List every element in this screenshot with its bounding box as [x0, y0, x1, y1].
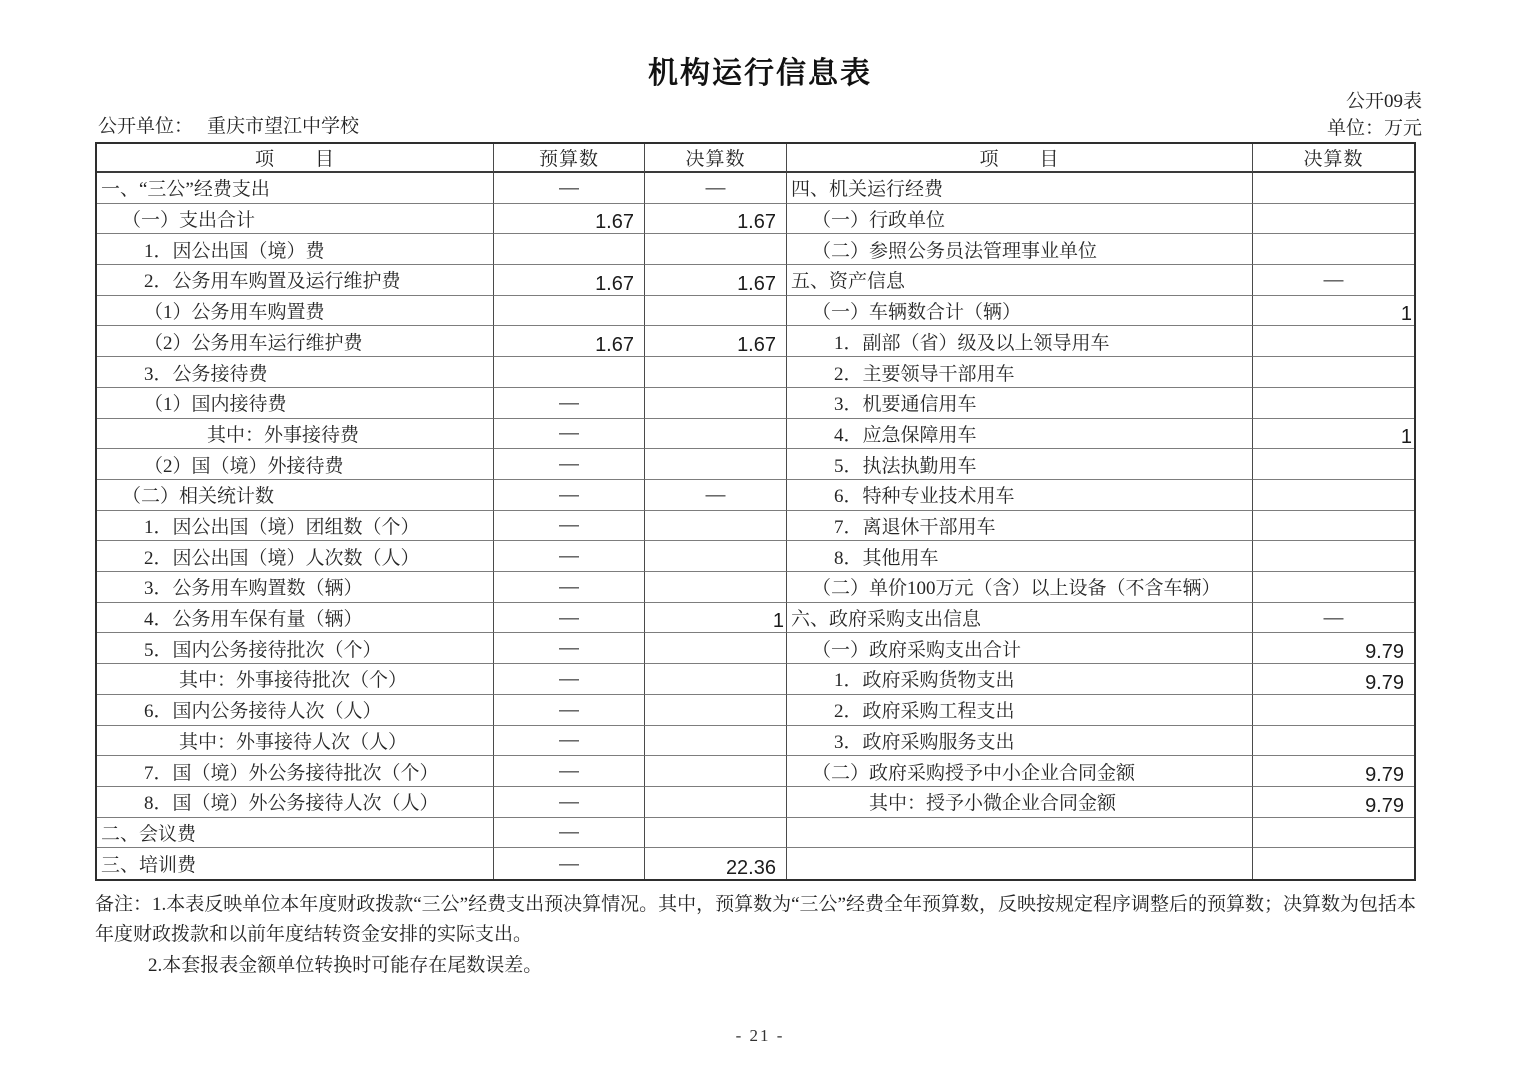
- item-cell-left: （一）支出合计: [97, 204, 494, 235]
- item-cell-right: 五、资产信息: [787, 265, 1253, 296]
- meta-right: [1327, 88, 1422, 142]
- budget-value-cell: —: [494, 603, 645, 634]
- col-header-budget: 预算数: [494, 144, 645, 173]
- item-cell-right: 2．主要领导干部用车: [787, 357, 1253, 388]
- budget-value-cell: 1.67: [494, 204, 645, 235]
- final-value-cell-left: [645, 633, 787, 664]
- final-value-cell-right: [1253, 234, 1414, 265]
- final-value-cell-right: [1253, 695, 1414, 726]
- final-value-cell-left: [645, 787, 787, 818]
- final-value-cell-right: [1253, 326, 1414, 357]
- final-value-cell-right: —: [1253, 265, 1414, 296]
- budget-value-cell: —: [494, 633, 645, 664]
- final-value-cell-right: [1253, 511, 1414, 542]
- final-value-cell-left: —: [645, 480, 787, 511]
- final-value-cell-right: 1: [1253, 419, 1414, 450]
- info-table: [95, 142, 1416, 881]
- budget-value-cell: 1.67: [494, 265, 645, 296]
- final-value-cell-right: 9.79: [1253, 787, 1414, 818]
- item-cell-left: 其中：外事接待批次（个）: [97, 664, 494, 695]
- page-number: - 21 -: [735, 1026, 785, 1045]
- final-value-cell-left: [645, 756, 787, 787]
- item-cell-right: （一）行政单位: [787, 204, 1253, 235]
- budget-value-cell: —: [494, 511, 645, 542]
- item-cell-left: 2．公务用车购置及运行维护费: [97, 265, 494, 296]
- final-value-cell-right: 1: [1253, 296, 1414, 327]
- budget-value-cell: —: [494, 695, 645, 726]
- final-value-cell-right: [1253, 357, 1414, 388]
- item-cell-right: （二）政府采购授予中小企业合同金额: [787, 756, 1253, 787]
- item-cell-left: 二、会议费: [97, 818, 494, 849]
- final-value-cell-left: [645, 695, 787, 726]
- item-cell-left: （2）公务用车运行维护费: [97, 326, 494, 357]
- budget-value-cell: —: [494, 572, 645, 603]
- final-value-cell-left: —: [645, 173, 787, 204]
- item-cell-right: （二）参照公务员法管理事业单位: [787, 234, 1253, 265]
- budget-value-cell: —: [494, 480, 645, 511]
- item-cell-left: 其中：外事接待费: [97, 419, 494, 450]
- item-cell-right: （一）政府采购支出合计: [787, 633, 1253, 664]
- col-header-final-right: 决算数: [1253, 144, 1414, 173]
- org-line: [98, 113, 359, 140]
- budget-value-cell: —: [494, 756, 645, 787]
- budget-value-cell: —: [494, 787, 645, 818]
- col-header-final-left: 决算数: [645, 144, 787, 173]
- item-cell-right: 6．特种专业技术用车: [787, 480, 1253, 511]
- budget-value-cell: —: [494, 541, 645, 572]
- final-value-cell-right: [1253, 388, 1414, 419]
- col-header-item-left: 项 目: [97, 144, 494, 173]
- item-cell-right: [787, 848, 1253, 879]
- final-value-cell-left: [645, 357, 787, 388]
- final-value-cell-right: —: [1253, 603, 1414, 634]
- item-cell-left: （1）国内接待费: [97, 388, 494, 419]
- budget-value-cell: —: [494, 173, 645, 204]
- final-value-cell-left: [645, 572, 787, 603]
- budget-value-cell: [494, 234, 645, 265]
- item-cell-left: 3．公务接待费: [97, 357, 494, 388]
- final-value-cell-left: [645, 234, 787, 265]
- final-value-cell-left: 1: [645, 603, 787, 634]
- org-label: 公开单位：: [98, 116, 194, 137]
- item-cell-right: （二）单价100万元（含）以上设备（不含车辆）: [787, 572, 1253, 603]
- item-cell-left: 其中：外事接待人次（人）: [97, 726, 494, 757]
- budget-value-cell: [494, 296, 645, 327]
- budget-value-cell: —: [494, 726, 645, 757]
- item-cell-left: （2）国（境）外接待费: [97, 449, 494, 480]
- item-cell-left: 1．因公出国（境）费: [97, 234, 494, 265]
- final-value-cell-right: [1253, 173, 1414, 204]
- budget-value-cell: —: [494, 664, 645, 695]
- notes: [95, 890, 1427, 981]
- final-value-cell-right: [1253, 818, 1414, 849]
- budget-value-cell: —: [494, 449, 645, 480]
- page-title: 机构运行信息表: [648, 57, 872, 90]
- final-value-cell-right: 9.79: [1253, 756, 1414, 787]
- item-cell-right: 8．其他用车: [787, 541, 1253, 572]
- budget-value-cell: —: [494, 848, 645, 879]
- item-cell-left: 3．公务用车购置数（辆）: [97, 572, 494, 603]
- note-1: 备注：1.本表反映单位本年度财政拨款“三公”经费支出预决算情况。其中，预算数为“三公”经费全年预算数，反映按规定程序调整后的预算数；决算数为包括本年度财政拨款和以前年度结转资金安排的实际支出。: [95, 894, 1416, 945]
- final-value-cell-left: [645, 726, 787, 757]
- final-value-cell-right: [1253, 480, 1414, 511]
- final-value-cell-left: [645, 296, 787, 327]
- final-value-cell-left: 22.36: [645, 848, 787, 879]
- item-cell-left: 8．国（境）外公务接待人次（人）: [97, 787, 494, 818]
- budget-value-cell: —: [494, 818, 645, 849]
- unit-label: 单位：万元: [1326, 118, 1422, 139]
- item-cell-left: 7．国（境）外公务接待批次（个）: [97, 756, 494, 787]
- final-value-cell-left: [645, 541, 787, 572]
- final-value-cell-right: [1253, 449, 1414, 480]
- item-cell-left: （二）相关统计数: [97, 480, 494, 511]
- item-cell-right: 4．应急保障用车: [787, 419, 1253, 450]
- item-cell-left: 1．因公出国（境）团组数（个）: [97, 511, 494, 542]
- budget-value-cell: 1.67: [494, 326, 645, 357]
- final-value-cell-right: [1253, 572, 1414, 603]
- final-value-cell-left: [645, 664, 787, 695]
- item-cell-left: 4．公务用车保有量（辆）: [97, 603, 494, 634]
- item-cell-left: 三、培训费: [97, 848, 494, 879]
- item-cell-right: 其中：授予小微企业合同金额: [787, 787, 1253, 818]
- col-header-item-right: 项 目: [787, 144, 1253, 173]
- budget-value-cell: [494, 357, 645, 388]
- table-code: 公开09表: [1345, 91, 1422, 112]
- item-cell-left: （1）公务用车购置费: [97, 296, 494, 327]
- item-cell-right: 四、机关运行经费: [787, 173, 1253, 204]
- note-2: 2.本套报表金额单位转换时可能存在尾数误差。: [148, 955, 543, 976]
- item-cell-right: 1．政府采购货物支出: [787, 664, 1253, 695]
- final-value-cell-left: [645, 511, 787, 542]
- item-cell-left: 5．国内公务接待批次（个）: [97, 633, 494, 664]
- item-cell-left: 2．因公出国（境）人次数（人）: [97, 541, 494, 572]
- item-cell-left: 一、“三公”经费支出: [97, 173, 494, 204]
- budget-value-cell: —: [494, 388, 645, 419]
- final-value-cell-left: 1.67: [645, 204, 787, 235]
- item-cell-right: 3．机要通信用车: [787, 388, 1253, 419]
- final-value-cell-left: 1.67: [645, 326, 787, 357]
- final-value-cell-right: [1253, 204, 1414, 235]
- final-value-cell-left: [645, 818, 787, 849]
- item-cell-right: 六、政府采购支出信息: [787, 603, 1253, 634]
- item-cell-left: 6．国内公务接待人次（人）: [97, 695, 494, 726]
- item-cell-right: 1．副部（省）级及以上领导用车: [787, 326, 1253, 357]
- item-cell-right: 7．离退休干部用车: [787, 511, 1253, 542]
- final-value-cell-right: 9.79: [1253, 664, 1414, 695]
- final-value-cell-left: [645, 388, 787, 419]
- final-value-cell-left: 1.67: [645, 265, 787, 296]
- final-value-cell-left: [645, 419, 787, 450]
- item-cell-right: 5．执法执勤用车: [787, 449, 1253, 480]
- final-value-cell-right: [1253, 726, 1414, 757]
- org-name: 重庆市望江中学校: [207, 116, 360, 137]
- final-value-cell-right: [1253, 848, 1414, 879]
- budget-value-cell: —: [494, 419, 645, 450]
- final-value-cell-right: [1253, 541, 1414, 572]
- item-cell-right: （一）车辆数合计（辆）: [787, 296, 1253, 327]
- final-value-cell-left: [645, 449, 787, 480]
- final-value-cell-right: 9.79: [1253, 633, 1414, 664]
- item-cell-right: 3．政府采购服务支出: [787, 726, 1253, 757]
- item-cell-right: [787, 818, 1253, 849]
- item-cell-right: 2．政府采购工程支出: [787, 695, 1253, 726]
